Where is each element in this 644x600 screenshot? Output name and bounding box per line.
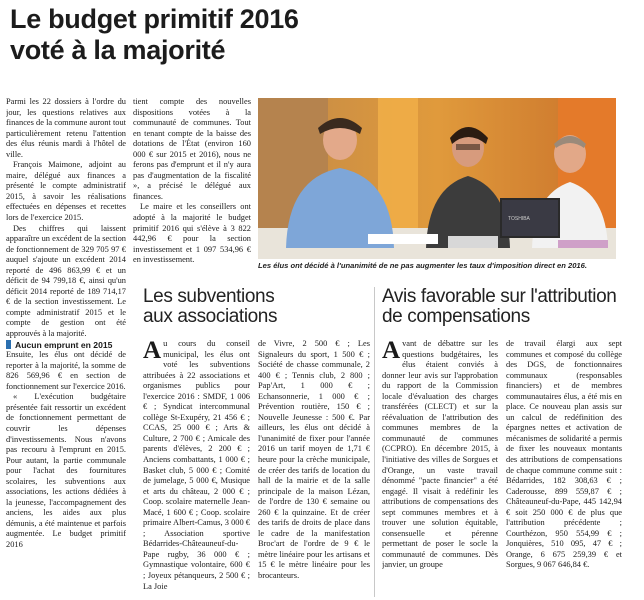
article-title-line2: voté à la majorité bbox=[10, 35, 226, 65]
paragraph bbox=[143, 339, 250, 592]
paragraph: de travail élargi aux sept communes et composé du collège des DGS, de fonctionnaires communaux (responsables financiers) et de membres communautaires élus, a été mis en place. Ce nouveau plan assis sur un calcul de redéfinition des épargnes nettes et activation de mécanismes de solidarité a permis de fixer les nouveaux montants des attributions de compensations de chaque commune comme suit : Bédarrides, 182 308,63 € ; Caderousse, 899 559,87 € ; Châteauneuf-du-Pape, 445 142,94 € soit 250 000 € de plus que l'attribution précédente ; Courthézon, 950 554,99 € ; Jonquières, 510 095, 47 € ; Orange, 6 675 259,39 € et Sorgues, 9 067 646,84 €. bbox=[506, 339, 622, 570]
paragraph: Ensuite, les élus ont décidé de reporter à la majorité, la somme de 826 569,96 € en section de fonctionnement sur l'exercice 2016. bbox=[6, 350, 126, 391]
paragraph: de Vivre, 2 500 € ; Les Signaleurs du sport, 1 500 € ; Société de chasse communale, 2 400 € ; Tennis club, 2 800 ; Pap'Art, 1 000 € ; Echansonnerie, 1 000 € ; Prévention routière, 150 € ; Nouvelle Jeunesse : 500 €. Par ailleurs, les élus ont décidé à l'unanimité de fixer pour l'année 2016 un tarif moyen de 1,71 € heure pour la crèche municipale, de créer des tarifs de location du hall de la mairie et de la salle principale de la maison Lézan, de l'ordre de 130 € semaine ou 260 € la quinzaine. Et de créer des tarifs de droits de place dans le cadre de la manifestation Broc'art de l'ordre de 9 € le mètre linéaire pour les artisans et 15 € le mètre linéaire pour les brocanteurs. bbox=[258, 339, 370, 581]
section-title-line: aux associations bbox=[143, 306, 278, 327]
column-divider bbox=[374, 287, 375, 597]
laptop-brand: TOSHIBA bbox=[508, 216, 530, 222]
paragraph: François Maimone, adjoint au maire, délégué aux finances a présenté le compte administratif 2015, à savoir les réalisations effectuées en dépenses et recettes lors de l'exercice 2015. bbox=[6, 160, 126, 223]
paragraph: « L'exécution budgétaire présentée fait ressortir un excédent de fonctionnement permettant de couvrir les dépenses d'investissements. Nous n'avons pas recouru à l'emprunt en 2015. Pour autant, la partie communale pour l'achat des fournitures scolaires, les subventions aux associations, les actions dédiées à la jeunesse, l'accompagnement des anciens, les aides aux plus démunis, a été maintenue et parfois augmentée. Le budget primitif 2016 bbox=[6, 392, 126, 549]
compensations-column-1 bbox=[382, 339, 498, 597]
article-column-2 bbox=[133, 97, 251, 267]
subheading bbox=[6, 340, 126, 351]
article-title-line1: Le budget primitif 2016 bbox=[10, 4, 299, 34]
council-meeting-photo bbox=[258, 98, 616, 259]
photo bbox=[258, 98, 616, 259]
article-column-1 bbox=[6, 97, 126, 597]
photo-caption: Les élus ont décidé à l'unanimité de ne pas augmenter les taux d'imposition direct en 2016. bbox=[258, 261, 587, 270]
subventions-column-2 bbox=[258, 339, 370, 597]
dropcap: A bbox=[143, 339, 162, 364]
article-title bbox=[10, 4, 370, 66]
paragraph: tient compte des nouvelles dispositions votées à la communauté de communes. Tout en tenant compte de la baisse des dotations de l'État (environ 160 000 € sur 2015 et 2016), nous ne ferons pas d'emprunt et il n'y aura pas d'augmentation de la fiscalité », a précisé le délégué aux finances. bbox=[133, 97, 251, 201]
subventions-column-1 bbox=[143, 339, 250, 597]
paragraph bbox=[382, 339, 498, 571]
dropcap: A bbox=[382, 339, 401, 364]
section-title-subventions bbox=[143, 287, 343, 327]
section-title-line: Avis favorable sur l'attribution bbox=[382, 286, 617, 307]
square-bullet-icon bbox=[6, 340, 11, 349]
compensations-column-2 bbox=[506, 339, 622, 597]
paragraph: Des chiffres qui laissent apparaître un excédent de la section de fonctionnement de 329 705 97 € auquel s'ajoute un excédent 2014 reporté de 496 863,99 € et un déficit de 94 799,18 €, ainsi qu'un déficit 2014 reporté de 189 714,17 € de la section investissement. Le compte administratif 2015 et le compte de gestion ont été approuvés à la majorité. bbox=[6, 223, 126, 339]
paragraph: Parmi les 22 dossiers à l'ordre du jour, les questions relatives aux finances de la commune auront tout particulièrement retenu l'attention des élus réunis mardi à l'hôtel de ville. bbox=[6, 97, 126, 159]
subheading-text: Aucun emprunt en 2015 bbox=[15, 339, 113, 350]
paragraph-text: u cours du conseil municipal, les élus ont voté les subventions attribuées à 22 associations et organismes publics pour l'exercice 2016 : SMDF, 1 006 € ; Syndicat intercommunal collège St-Exupéry, 21 456 € ; CCAS, 25 000 € ; Arts & Culture, 2 700 € ; Amicale des parents d'élèves, 2 200 € ; Anciens combattants, 1 000 € ; Basket club, 5 000 € ; Comité de jumelage, 5 000 €, Musique et arts du château, 2 000 € ; Coop. scolaire maternelle Jean-Macé, 1 600 € ; Coop. scolaire primaire Albert-Camus, 3 000 € ; Association sportive Bédarrides-Châteauneuf-du-Pape rugby, 36 000 € ; Gymnastique volontaire, 600 € ; Joyeux pétanqueurs, 2 500 € ; La Joie bbox=[143, 339, 250, 591]
section-title-line: Les subventions bbox=[143, 286, 275, 307]
section-title-compensations bbox=[382, 287, 642, 327]
paragraph: Le maire et les conseillers ont adopté à la majorité le budget primitif 2016 qui s'élève à 3 822 442,96 € pour la section investissement et 1 097 534,96 € en investissement. bbox=[133, 202, 251, 265]
paragraph-text: vant de débattre sur les questions budgétaires, les élus étaient conviés à donner leur avis sur l'approbation du rapport de la Commission locale d'évaluation des charges transférées (CLECT) et sur la réévaluation de l'attribution des communes membres de la communauté de communes (CCPRO). En décembre 2015, à l'initiative des villes de Sorgues et d'Orange, un vaste travail dénommé "pacte financier" a été engagé. Il visait à redéfinir les attributions de compensations des sept communes membres et à trouver une solution équitable, consensuelle et pérenne permettant de poser le socle la communauté de communes. Dès janvier, un groupe bbox=[382, 339, 498, 570]
section-title-line: de compensations bbox=[382, 306, 530, 327]
